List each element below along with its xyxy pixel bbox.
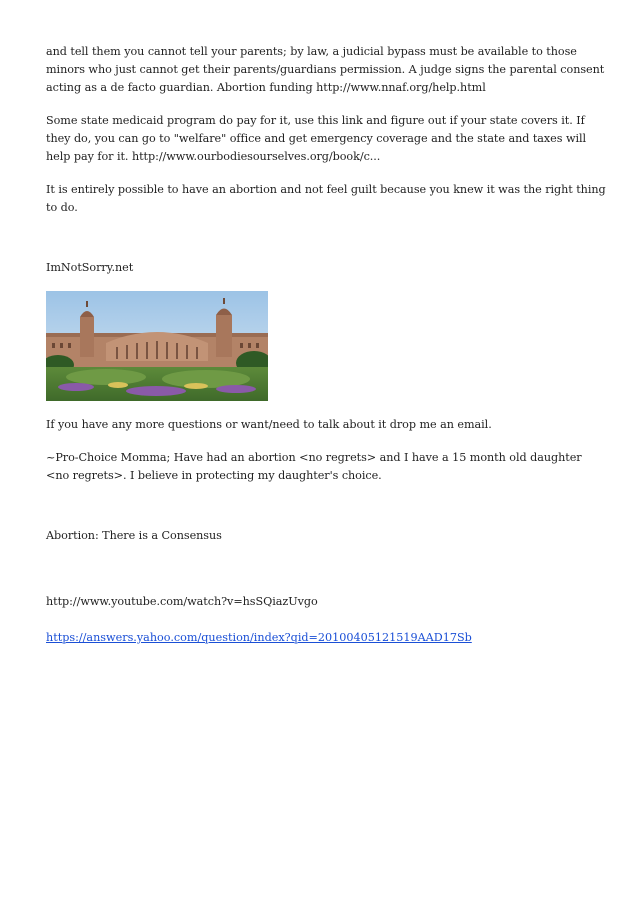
document-page	[46, 43, 606, 647]
paragraph-email: If you have any more questions or want/need to talk about it drop me an email.	[46, 418, 492, 431]
paragraph-medicaid: Some state medicaid program do pay for it, use this link and figure out if your state covers it. If they do, you can go to "welfare" office and get emergency coverage and the state and taxes will help pay for it. http://www.ourbodiesourselves.org/book/c...	[46, 114, 587, 163]
paragraph-signature: ~Pro-Choice Momma; Have had an abortion <no regrets> and I have a 15 month old daughter <no regrets>. I believe in protecting my daughter's choice.	[46, 451, 582, 482]
youtube-url: http://www.youtube.com/watch?v=hsSQiazUvgo	[46, 595, 318, 608]
site-name: ImNotSorry.net	[46, 261, 134, 274]
building-photo	[46, 291, 268, 401]
paragraph-judicial-bypass: and tell them you cannot tell your parents; by law, a judicial bypass must be available to those minors who just cannot get their parents/guardians permission. A judge signs the parental consent acting as a de facto guardian. Abortion funding http://www.nnaf.org/help.html	[46, 45, 605, 94]
section-heading: Abortion: There is a Consensus	[46, 529, 222, 542]
source-link[interactable]: https://answers.yahoo.com/question/index?qid=20100405121519AAD17Sb	[46, 631, 472, 644]
paragraph-no-guilt: It is entirely possible to have an abortion and not feel guilt because you knew it was the right thing to do.	[46, 183, 606, 214]
